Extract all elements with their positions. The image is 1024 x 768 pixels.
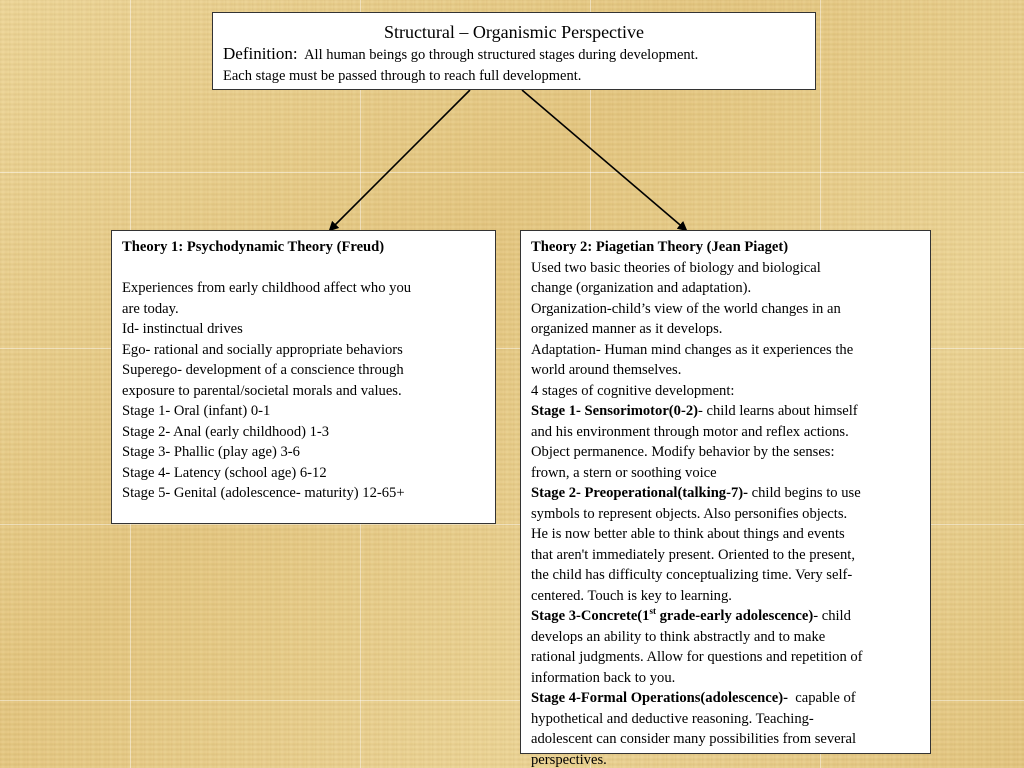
stage3-line: rational judgments. Allow for questions and repetition of <box>531 649 863 665</box>
theory1-line: Stage 1- Oral (infant) 0-1 <box>122 403 271 419</box>
stage1-heading: Stage 1- Sensorimotor(0-2)- child learns about himself <box>531 403 858 419</box>
stage2-line: centered. Touch is key to learning. <box>531 587 732 604</box>
theory2-line: Used two basic theories of biology and biological <box>531 259 821 276</box>
stage1-line: frown, a stern or soothing voice <box>531 464 717 481</box>
theory2-line: world around themselves. <box>531 362 682 378</box>
stage2-line: He is now better able to think about things and events <box>531 526 845 542</box>
stage1-line: and his environment through motor and reflex actions. <box>531 423 849 440</box>
stage2-line: symbols to represent objects. Also personifies objects. <box>531 505 848 522</box>
theory1-line: Superego- development of a conscience through <box>122 362 404 378</box>
theory1-line: Id- instinctual drives <box>122 321 243 337</box>
theory1-line: Ego- rational and socially appropriate behaviors <box>122 341 403 358</box>
theory2-line: Organization-child’s view of the world changes in an <box>531 300 841 317</box>
definition-box <box>212 12 816 90</box>
stage3-line: develops an ability to think abstractly and to make <box>531 628 826 645</box>
theory2-line: organized manner as it develops. <box>531 321 723 337</box>
theory1-line: are today. <box>122 300 179 317</box>
stage2-line: the child has difficulty conceptualizing time. Very self- <box>531 567 853 583</box>
stage4-line: perspectives. <box>531 751 607 768</box>
stage4-heading: Stage 4-Formal Operations(adolescence)- capable of <box>531 690 856 706</box>
theory1-line: Stage 3- Phallic (play age) 3-6 <box>122 444 300 460</box>
theory2-line: Adaptation- Human mind changes as it experiences the <box>531 341 854 358</box>
theory1-line: Stage 5- Genital (adolescence- maturity) 12-65+ <box>122 485 405 501</box>
definition-line-2: Each stage must be passed through to reach full development. <box>223 68 582 84</box>
theory2-line: 4 stages of cognitive development: <box>531 382 735 399</box>
theory1-line: Experiences from early childhood affect who you <box>122 280 412 296</box>
theory1-heading: Theory 1: Psychodynamic Theory (Freud) <box>122 239 385 255</box>
stage4-line: adolescent can consider many possibilities from several <box>531 731 857 747</box>
definition-text <box>223 43 805 66</box>
stage1-line: Object permanence. Modify behavior by the senses: <box>531 444 835 460</box>
definition-label: Definition: <box>223 44 298 63</box>
theory2-box <box>520 230 931 768</box>
theory1-box <box>111 230 496 524</box>
definition-line-1: All human beings go through structured stages during development. <box>304 47 699 63</box>
stage2-heading: Stage 2- Preoperational(talking-7)- child begins to use <box>531 485 861 501</box>
theory1-line: Stage 2- Anal (early childhood) 1-3 <box>122 423 330 440</box>
theory2-heading: Theory 2: Piagetian Theory (Jean Piaget) <box>531 239 789 255</box>
stage4-line: hypothetical and deductive reasoning. Teaching- <box>531 710 814 727</box>
stage2-line: that aren't immediately present. Oriented to the present, <box>531 546 855 563</box>
perspective-title: Structural – Organismic Perspective <box>383 22 645 42</box>
theory1-line: Stage 4- Latency (school age) 6-12 <box>122 464 327 481</box>
arrow-to-theory1 <box>330 90 470 230</box>
theory1-line: exposure to parental/societal morals and values. <box>122 382 402 399</box>
stage3-line: information back to you. <box>531 669 676 686</box>
arrow-to-theory2 <box>522 90 686 230</box>
theory2-line: change (organization and adaptation). <box>531 280 752 296</box>
stage3-heading: Stage 3-Concrete(1st grade-early adolescence)- child <box>531 606 851 624</box>
